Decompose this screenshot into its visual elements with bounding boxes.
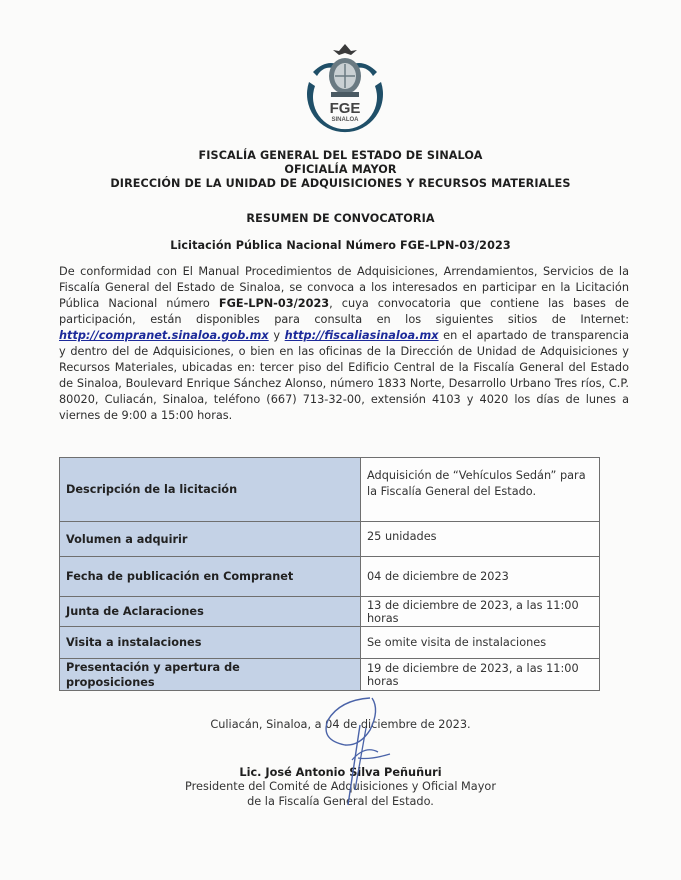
row-value: 25 unidades <box>361 522 600 557</box>
table-row <box>60 557 600 597</box>
fge-logo <box>295 42 395 140</box>
fiscalia-link[interactable]: http://fiscaliasinaloa.mx <box>284 329 439 342</box>
tender-info-table <box>59 457 600 691</box>
signer-title-cont: de la Fiscalía General del Estado. <box>247 795 434 808</box>
office-name: OFICIALÍA MAYOR <box>284 163 397 176</box>
row-value: Adquisición de “Vehículos Sedán” para la Fiscalía General del Estado. <box>361 458 600 522</box>
tender-number: FGE-LPN-03/2023 <box>218 297 330 310</box>
row-value: 13 de diciembre de 2023, a las 11:00 horas <box>361 597 600 627</box>
table-row <box>60 522 600 557</box>
row-label: Visita a instalaciones <box>60 627 361 659</box>
tender-title: Licitación Pública Nacional Número FGE-LPN-03/2023 <box>170 239 511 252</box>
department-name: DIRECCIÓN DE LA UNIDAD DE ADQUISICIONES Y RECURSOS MATERIALES <box>110 177 571 190</box>
place-and-date: Culiacán, Sinaloa, a 04 de diciembre de 2023. <box>210 718 471 731</box>
document-subtitle: RESUMEN DE CONVOCATORIA <box>246 212 435 225</box>
signer-name: Lic. José Antonio Silva Peñuñuri <box>239 766 442 779</box>
row-label: Junta de Aclaraciones <box>60 597 361 627</box>
table-row <box>60 458 600 522</box>
eagle-icon <box>333 44 357 55</box>
svg-text:SINALOA: SINALOA <box>331 117 359 123</box>
signature-icon <box>300 690 430 815</box>
svg-text:FGE: FGE <box>329 100 361 117</box>
row-label: Presentación y apertura de proposiciones <box>60 659 361 691</box>
row-value: Se omite visita de instalaciones <box>361 627 600 659</box>
compranet-link[interactable]: http://compranet.sinaloa.gob.mx <box>59 329 269 342</box>
row-label: Fecha de publicación en Compranet <box>60 557 361 597</box>
institution-name: FISCALÍA GENERAL DEL ESTADO DE SINALOA <box>198 149 483 162</box>
table-row <box>60 597 600 627</box>
body-paragraph: De conformidad con El Manual Procedimientos de Adquisiciones, Arrendamientos, Servicios de la Fiscalía General del Estado de Sinaloa, se convoca a los interesados en participar en la Licitación Pública Nacional número FGE-LPN-03/2023, cuya convocatoria que contiene las bases de participación, están disponibles para consulta en los siguientes sitios de Internet: http://compranet.sinaloa.gob.mx y http://fiscaliasinaloa.mx en el apartado de transparencia y dentro del de Adquisiciones, o bien en las oficinas de la Dirección de Unidad de Adquisiciones y Recursos Materiales, ubicadas en: tercer piso del Edificio Central de la Fiscalía General del Estado de Sinaloa, Boulevard Enrique Sánchez Alonso, número 1833 Norte, Desarrollo Urbano Tres ríos, C.P. 80020, Culiacán, Sinaloa, teléfono (667) 713-32-00, extensión 4103 y 4020 los días de lunes a viernes de 9:00 a 15:00 horas. <box>59 265 629 422</box>
table-row <box>60 627 600 659</box>
signer-title: Presidente del Comité de Adquisiciones y Oficial Mayor <box>185 780 496 793</box>
row-value: 04 de diciembre de 2023 <box>361 557 600 597</box>
row-label: Volumen a adquirir <box>60 522 361 557</box>
table-row <box>60 659 600 691</box>
row-label: Descripción de la licitación <box>60 458 361 522</box>
row-value: 19 de diciembre de 2023, a las 11:00 horas <box>361 659 600 691</box>
